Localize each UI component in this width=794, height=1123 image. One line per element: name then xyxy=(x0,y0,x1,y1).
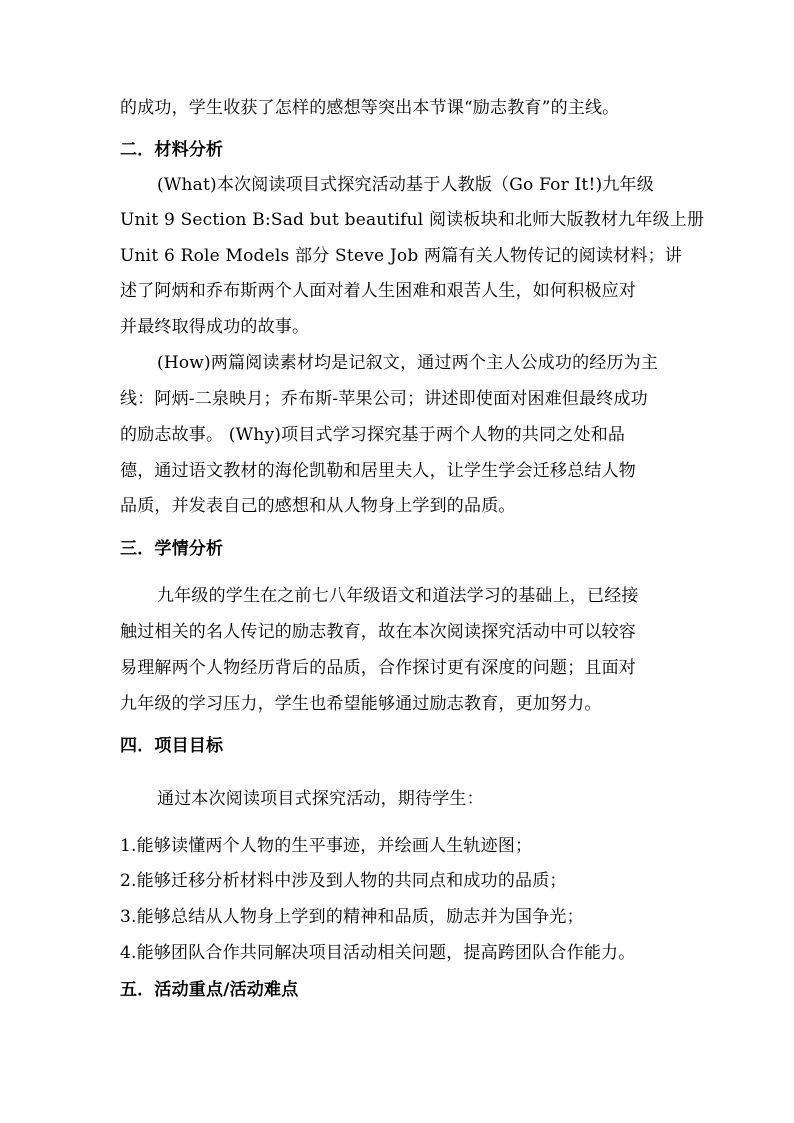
paragraph-line: 通过本次阅读项目式探究活动，期待学生： xyxy=(157,789,484,809)
goal-item-1: 1.能够读懂两个人物的生平事迹，并绘画人生轨迹图； xyxy=(120,836,533,856)
paragraph-line: (What)本次阅读项目式探究活动基于人教版（Go For It!)九年级 xyxy=(157,175,654,195)
paragraph-line: (How)两篇阅读素材均是记叙文，通过两个主人公成功的经历为主 xyxy=(157,353,659,373)
paragraph-line: Unit 6 Role Models 部分 Steve Job 两篇有关人物传记的阅读材料；讲 xyxy=(120,246,682,266)
paragraph-line: 品质，并发表自己的感想和从人物身上学到的品质。 xyxy=(120,496,516,516)
paragraph-line: 线：阿炳-二泉映月；乔布斯-苹果公司；讲述即使面对困难但最终成功 xyxy=(120,389,648,409)
paragraph-line: 并最终取得成功的故事。 xyxy=(120,317,310,337)
section-heading-key-points: 五．活动重点/活动难点 xyxy=(120,980,299,1000)
paragraph-line: 述了阿炳和乔布斯两个人面对着人生困难和艰苦人生，如何积极应对 xyxy=(120,281,636,301)
paragraph-line: 九年级的学习压力，学生也希望能够通过励志教育，更加努力。 xyxy=(120,694,602,714)
paragraph-line: 易理解两个人物经历背后的品质，合作探讨更有深度的问题；且面对 xyxy=(120,658,636,678)
paragraph-line: 的励志故事。 (Why)项目式学习探究基于两个人物的共同之处和品 xyxy=(120,425,626,445)
paragraph-line: 的成功，学生收获了怎样的感想等突出本节课“励志教育”的主线。 xyxy=(120,98,620,118)
goal-item-2: 2.能够迁移分析材料中涉及到人物的共同点和成功的品质； xyxy=(120,871,567,891)
paragraph-line: 德，通过语文教材的海伦凯勒和居里夫人，让学生学会迁移总结人物 xyxy=(120,461,636,481)
goal-item-4: 4.能够团队合作共同解决项目活动相关问题，提高跨团队合作能力。 xyxy=(120,943,636,963)
section-heading-learner-analysis: 三．学情分析 xyxy=(120,539,224,559)
paragraph-line: 九年级的学生在之前七八年级语文和道法学习的基础上，已经接 xyxy=(157,586,639,606)
paragraph-line: Unit 9 Section B:Sad but beautiful 阅读板块和北师大版教材九年级上册 xyxy=(120,210,705,230)
goal-item-3: 3.能够总结从人物身上学到的精神和品质，励志并为国争光； xyxy=(120,907,584,927)
section-heading-materials: 二．材料分析 xyxy=(120,140,224,160)
paragraph-line: 触过相关的名人传记的励志教育，故在本次阅读探究活动中可以较容 xyxy=(120,622,636,642)
section-heading-project-goals: 四．项目目标 xyxy=(120,736,224,756)
